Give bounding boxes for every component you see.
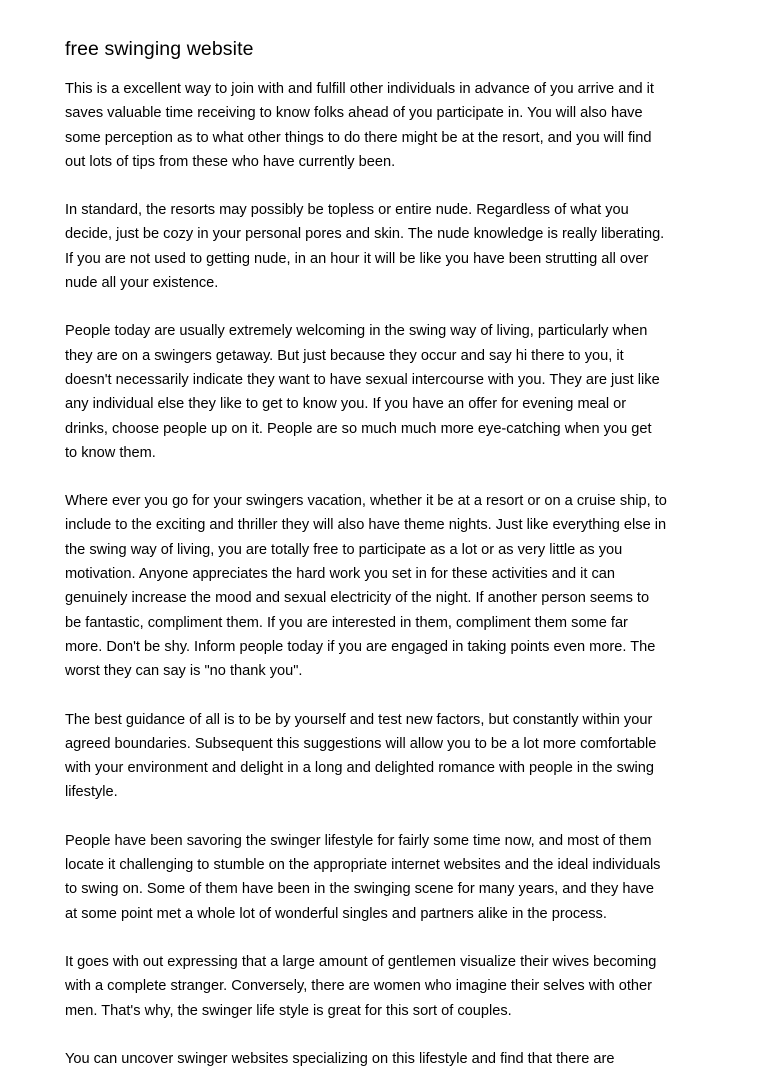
paragraph-1 bbox=[65, 77, 708, 174]
text-line: saves valuable time receiving to know folks ahead of you participate in. You will also have bbox=[65, 105, 643, 122]
document-title: free swinging website bbox=[65, 38, 254, 60]
text-line: with your environment and delight in a long and delighted romance with people in the swing bbox=[65, 760, 654, 777]
text-line: You can uncover swinger websites specializing on this lifestyle and find that there are bbox=[65, 1050, 615, 1067]
text-line: with a complete stranger. Conversely, there are women who imagine their selves with other bbox=[65, 978, 652, 995]
paragraph-6 bbox=[65, 829, 708, 926]
paragraph-5 bbox=[65, 708, 708, 805]
text-line: any individual else they like to get to know you. If you have an offer for evening meal or bbox=[65, 396, 627, 413]
paragraph-2 bbox=[65, 198, 708, 295]
text-line: doesn't necessarily indicate they want to have sexual intercourse with you. They are just like bbox=[65, 371, 660, 388]
text-line: decide, just be cozy in your personal pores and skin. The nude knowledge is really liberating. bbox=[65, 226, 665, 243]
text-line: nude all your existence. bbox=[65, 275, 219, 292]
paragraph-3 bbox=[65, 319, 708, 465]
paragraph-4 bbox=[65, 489, 708, 683]
text-line: to know them. bbox=[65, 444, 156, 461]
text-line: include to the exciting and thriller they will also have theme nights. Just like everything else in bbox=[65, 517, 667, 534]
text-line: People have been savoring the swinger lifestyle for fairly some time now, and most of them bbox=[65, 832, 652, 849]
text-line: men. That's why, the swinger life style is great for this sort of couples. bbox=[65, 1002, 512, 1019]
text-line: they are on a swingers getaway. But just because they occur and say hi there to you, it bbox=[65, 347, 624, 364]
text-line: In standard, the resorts may possibly be topless or entire nude. Regardless of what you bbox=[65, 202, 629, 219]
paragraph-8 bbox=[65, 1047, 708, 1071]
text-line: People today are usually extremely welcoming in the swing way of living, particularly when bbox=[65, 323, 648, 340]
text-line: to swing on. Some of them have been in the swinging scene for many years, and they have bbox=[65, 881, 654, 898]
text-line: out lots of tips from these who have currently been. bbox=[65, 153, 396, 170]
text-line: be fantastic, compliment them. If you are interested in them, compliment them some far bbox=[65, 614, 628, 631]
text-line: genuinely increase the mood and sexual electricity of the night. If another person seems to bbox=[65, 590, 650, 607]
text-line: at some point met a whole lot of wonderful singles and partners alike in the process. bbox=[65, 905, 607, 922]
paragraph-7 bbox=[65, 950, 708, 1023]
text-line: lifestyle. bbox=[65, 784, 118, 801]
text-line: Where ever you go for your swingers vacation, whether it be at a resort or on a cruise ship, to bbox=[65, 493, 667, 510]
text-line: It goes with out expressing that a large amount of gentlemen visualize their wives becoming bbox=[65, 953, 657, 970]
text-line: motivation. Anyone appreciates the hard work you set in for these activities and it can bbox=[65, 566, 616, 583]
text-line: worst they can say is "no thank you". bbox=[65, 663, 303, 680]
text-line: This is a excellent way to join with and fulfill other individuals in advance of you arrive and it bbox=[65, 81, 654, 97]
text-line: agreed boundaries. Subsequent this suggestions will allow you to be a lot more comfortable bbox=[65, 735, 657, 752]
text-line: The best guidance of all is to be by yourself and test new factors, but constantly within your bbox=[65, 711, 653, 728]
text-line: drinks, choose people up on it. People are so much much more eye-catching when you get bbox=[65, 420, 652, 437]
text-line: If you are not used to getting nude, in an hour it will be like you have been strutting all over bbox=[65, 250, 649, 267]
text-line: some perception as to what other things to do there might be at the resort, and you will find bbox=[65, 129, 652, 146]
text-line: locate it challenging to stumble on the appropriate internet websites and the ideal individuals bbox=[65, 857, 661, 874]
text-line: the swing way of living, you are totally free to participate as a lot or as very little as you bbox=[65, 541, 623, 558]
text-line: more. Don't be shy. Inform people today if you are engaged in taking points even more. The bbox=[65, 638, 656, 655]
